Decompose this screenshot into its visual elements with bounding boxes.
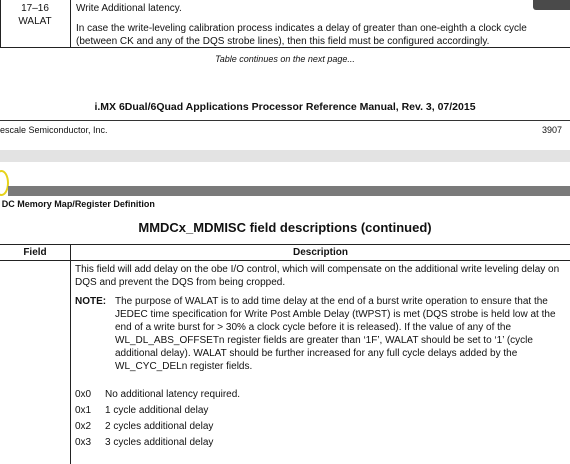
section-label: DC Memory Map/Register Definition xyxy=(0,199,155,209)
field-description: In case the write-leveling calibration process indicates a delay of greater than one-eighth a clock cycle (between CK and any of the DQS strobe lines), then this field must be configured accordingly. xyxy=(76,22,564,48)
header-description: Description xyxy=(71,245,570,261)
value-code: 0x2 xyxy=(75,420,105,436)
list-item xyxy=(75,420,566,436)
note-label: NOTE: xyxy=(75,295,115,373)
value-list xyxy=(71,373,570,452)
table-title: MMDCx_MDMISC field descriptions (continued) xyxy=(0,220,570,235)
list-item xyxy=(75,404,566,420)
description-cell xyxy=(71,261,570,464)
table-continues-note: Table continues on the next page... xyxy=(0,54,570,64)
table-border-left xyxy=(0,0,1,48)
window-corner-widget xyxy=(533,0,570,10)
value-text: No additional latency required. xyxy=(105,388,240,404)
list-item xyxy=(75,388,566,404)
table-border-column xyxy=(70,0,71,48)
value-text: 2 cycles additional delay xyxy=(105,420,213,436)
footer-page-number: 3907 xyxy=(542,124,562,136)
field-title: Write Additional latency. xyxy=(76,2,556,15)
page-separator xyxy=(0,150,570,162)
row-intro: This field will add delay on the obe I/O control, which will compensate on the additional write leveling delay on DQS and prevent the DQS from being cropped. xyxy=(71,261,570,289)
value-text: 3 cycles additional delay xyxy=(105,436,213,452)
value-text: 1 cycle additional delay xyxy=(105,404,208,420)
header-field: Field xyxy=(0,245,71,261)
note-text: The purpose of WALAT is to add time delay at the end of a burst write operation to ensure that the JEDEC time specification for Write Post Amble Delay (tWPST) is met (DQS strobe is held low at the end of a write burst for > 30% a clock cycle before it is released). If the value of any of the WL_DL_ABS_OFFSETn register fields are greater than ‘1F’, WALAT should be set to ‘1’ (cycle additional delay). WALAT should be further increased for any full cycle delays added by the WL_CYC_DELn register fields. xyxy=(115,295,566,373)
footer-divider xyxy=(0,120,570,121)
value-code: 0x3 xyxy=(75,436,105,452)
list-item xyxy=(75,436,566,452)
field-cell-empty xyxy=(0,261,71,464)
previous-table-fragment xyxy=(0,0,570,48)
section-header-band xyxy=(8,186,570,196)
field-descriptions-table xyxy=(0,244,570,464)
value-code: 0x0 xyxy=(75,388,105,404)
value-code: 0x1 xyxy=(75,404,105,420)
note-block xyxy=(71,289,570,373)
footer-company: escale Semiconductor, Inc. xyxy=(0,124,108,136)
field-name-walat: 17–16 WALAT xyxy=(2,2,68,28)
table-border-column-extend xyxy=(70,403,71,447)
manual-title-footer: i.MX 6Dual/6Quad Applications Processor Reference Manual, Rev. 3, 07/2015 xyxy=(0,101,570,113)
